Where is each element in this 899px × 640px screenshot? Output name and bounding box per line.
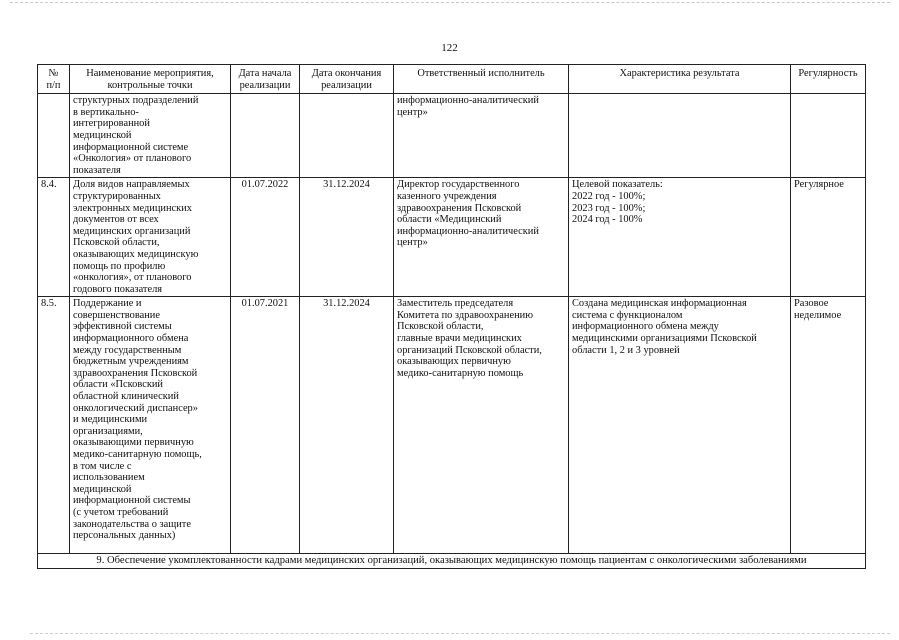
cell-name: Доля видов направляемых структурированных электронных медицинских документов от всех медицинских организаций Псковской области, оказывающих медицинскую помощь по профилю «онкология», от планового годового показателя bbox=[70, 178, 231, 297]
cell-result: Целевой показатель: 2022 год - 100%; 2023 год - 100%; 2024 год - 100% bbox=[569, 178, 791, 297]
scan-edge-bottom bbox=[30, 633, 890, 635]
header-name: Наименование мероприятия, контрольные точки bbox=[70, 65, 231, 94]
document-table-wrapper bbox=[37, 64, 865, 569]
cell-end-date: 31.12.2024 bbox=[300, 297, 394, 554]
header-responsible: Ответственный исполнитель bbox=[394, 65, 569, 94]
page-number: 122 bbox=[441, 42, 458, 54]
scan-edge-top bbox=[10, 2, 890, 4]
cell-responsible: Директор государственного казенного учреждения здравоохранения Псковской области «Медицинский информационно-аналитический центр» bbox=[394, 178, 569, 297]
cell-regularity: Регулярное bbox=[791, 178, 866, 297]
cell-responsible: информационно-аналитический центр» bbox=[394, 94, 569, 178]
cell-responsible: Заместитель председателя Комитета по здравоохранению Псковской области, главные врачи медицинских организаций Псковской области, оказывающих первичную медико-санитарную помощь bbox=[394, 297, 569, 554]
header-regularity: Регулярность bbox=[791, 65, 866, 94]
cell-regularity: Разовое неделимое bbox=[791, 297, 866, 554]
cell-result bbox=[569, 94, 791, 178]
cell-result: Создана медицинская информационная система с функционалом информационного обмена между медицинскими организациями Псковской области 1, 2 и 3 уровней bbox=[569, 297, 791, 554]
cell-number: 8.5. bbox=[38, 297, 70, 554]
table-header-row bbox=[38, 65, 866, 94]
section-heading-row bbox=[38, 554, 866, 569]
section-heading: 9. Обеспечение укомплектованности кадрами медицинских организаций, оказывающих медицинскую помощь пациентам с онкологическими заболеваниями bbox=[38, 554, 866, 569]
header-end-date: Дата окончания реализации bbox=[300, 65, 394, 94]
activities-table bbox=[37, 64, 866, 569]
header-start-date: Дата начала реализации bbox=[231, 65, 300, 94]
cell-name: Поддержание и совершенствование эффективной системы информационного обмена между государственным бюджетным учреждениям здравоохранения Псковской области «Псковский областной клинический онкологический диспансер» и медицинскими организациями, оказывающими первичную медико-санитарную помощь, в том числе с использованием медицинской информационной системы (с учетом требований законодательства о защите персональных данных) bbox=[70, 297, 231, 554]
cell-number bbox=[38, 94, 70, 178]
cell-end-date bbox=[300, 94, 394, 178]
cell-regularity bbox=[791, 94, 866, 178]
header-number: № п/п bbox=[38, 65, 70, 94]
cell-start-date: 01.07.2021 bbox=[231, 297, 300, 554]
table-row bbox=[38, 178, 866, 297]
cell-end-date: 31.12.2024 bbox=[300, 178, 394, 297]
cell-name: структурных подразделений в вертикально- интегрированной медицинской информационной системе «Онкология» от планового показателя bbox=[70, 94, 231, 178]
table-row bbox=[38, 94, 866, 178]
cell-number: 8.4. bbox=[38, 178, 70, 297]
cell-start-date: 01.07.2022 bbox=[231, 178, 300, 297]
table-row bbox=[38, 297, 866, 554]
header-result: Характеристика результата bbox=[569, 65, 791, 94]
cell-start-date bbox=[231, 94, 300, 178]
